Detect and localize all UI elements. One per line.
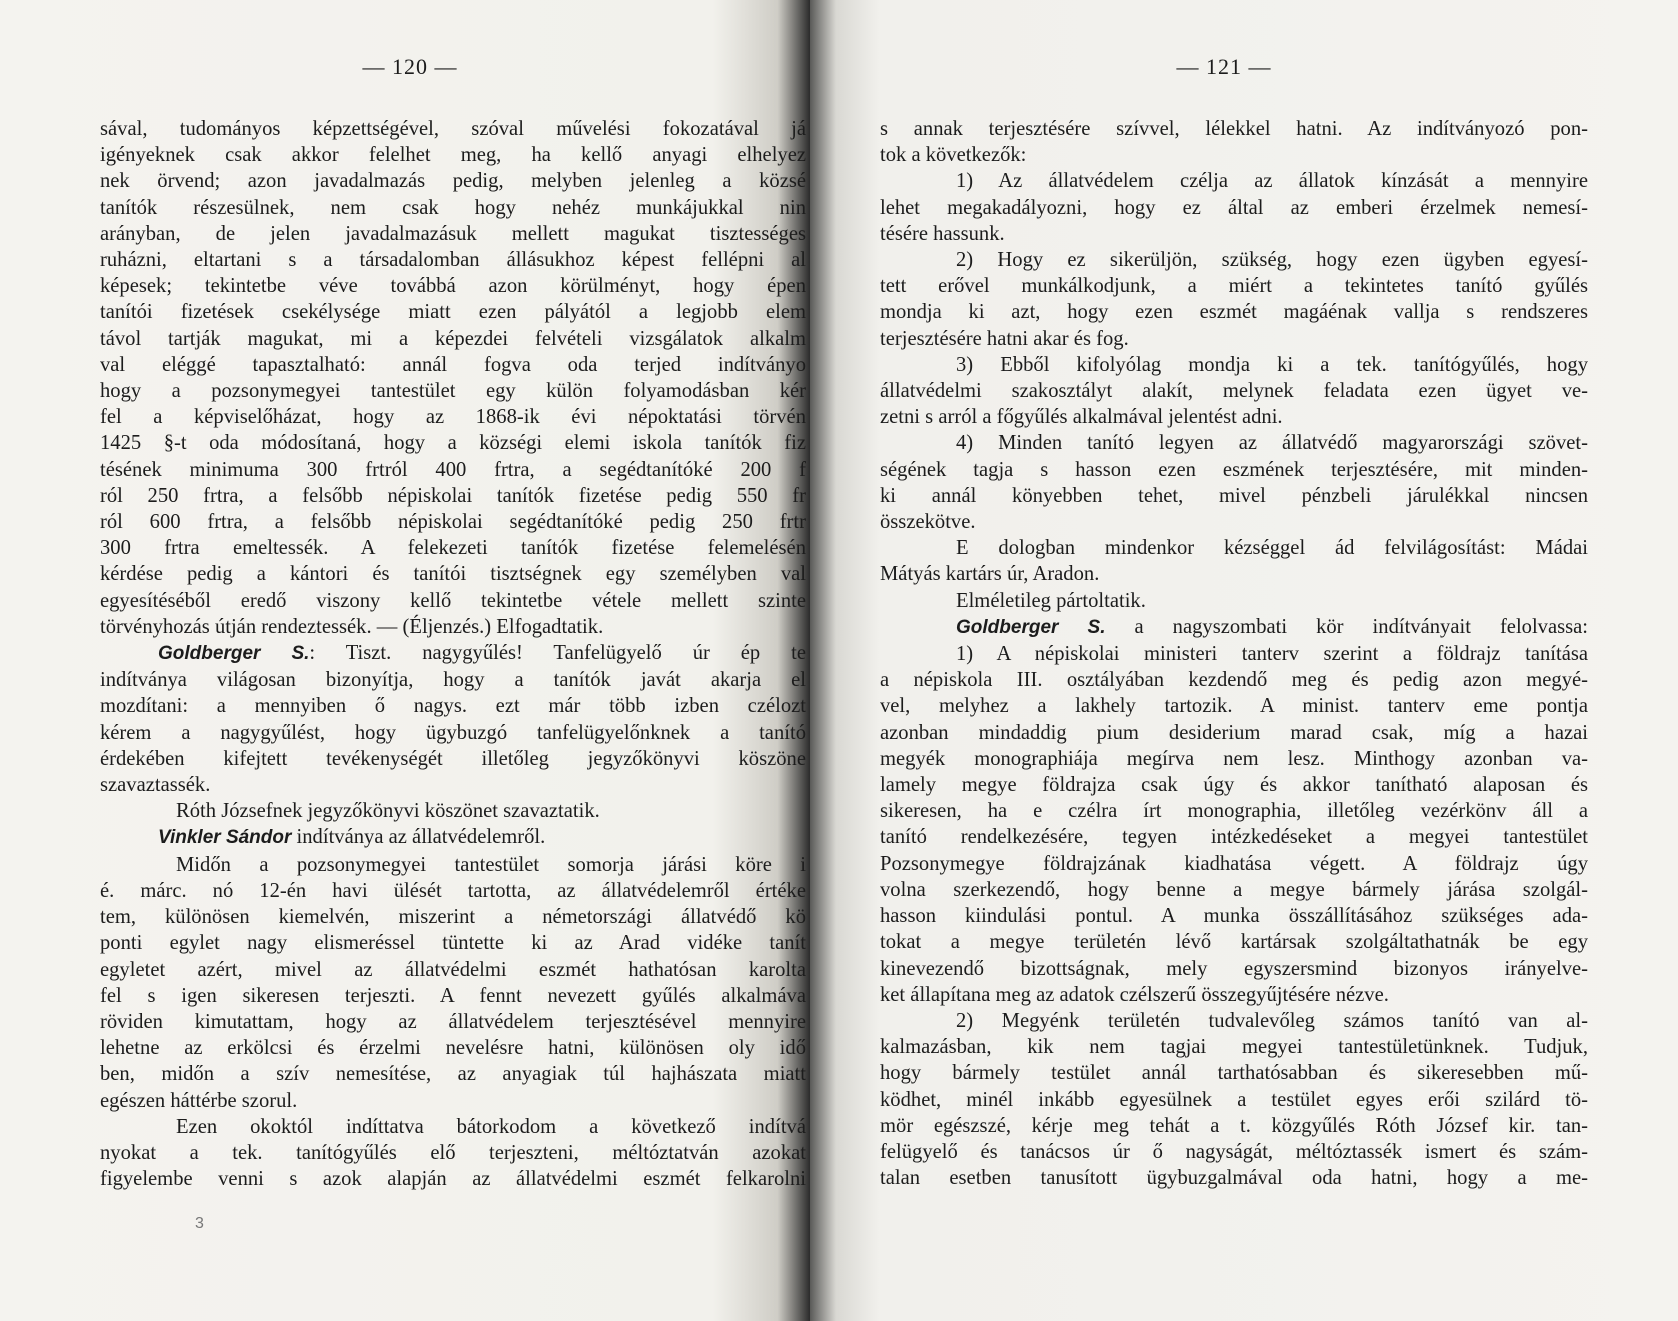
text-line bbox=[100, 326, 806, 352]
line-text: ruházni, eltartani s a társadalomban állásukhoz képest fellépni al bbox=[100, 249, 806, 272]
text-line bbox=[100, 247, 806, 273]
text-line bbox=[880, 693, 1588, 719]
page-number-left: — 120 — bbox=[362, 54, 458, 79]
text-line bbox=[880, 667, 1588, 693]
text-line bbox=[100, 378, 806, 404]
line-text: igényeknek csak akkor felelhet meg, ha kellő anyagi elhelyez bbox=[100, 144, 806, 167]
line-text: terjesztésére hatni akar és fog. bbox=[880, 327, 1129, 350]
line-text: felügyelő és tanácsos úr ő nagyságát, méltóztassék ismert és szám- bbox=[880, 1140, 1588, 1163]
line-text: tem, különösen kiemelvén, miszerint a németországi állatvédő kö bbox=[100, 906, 806, 929]
text-line bbox=[100, 957, 806, 983]
line-text: kérdése pedig a kántori és tanítói tisztségnek egy személyben val bbox=[100, 563, 806, 586]
line-text: sával, tudományos képzettségével, szóval művelési fokozatával já bbox=[100, 118, 806, 140]
line-text: tésének minimuma 300 frtról 400 frtra, a segédtanítóké 200 f bbox=[100, 458, 806, 481]
text-line bbox=[100, 299, 806, 325]
text-line bbox=[880, 195, 1588, 221]
line-text: Pozsonymegye földrajzának kiadhatása végett. A földrajz úgy bbox=[880, 852, 1588, 875]
text-line bbox=[100, 852, 806, 878]
text-line bbox=[880, 824, 1588, 850]
line-text: ben, midőn a szív nemesítése, az anyagiak túl hajhászata miatt bbox=[100, 1063, 806, 1086]
line-text: E dologban mindenkor kézséggel ád felvilágosítást: Mádai bbox=[956, 537, 1588, 560]
line-text: megyék monographiája megírva nem lesz. Minthogy azonban va- bbox=[880, 747, 1588, 770]
line-text: Mátyás kartárs úr, Aradon. bbox=[880, 563, 1100, 586]
line-text: fel a képviselőházat, hogy az 1868-ik évi népoktatási törvén bbox=[100, 406, 806, 429]
line-text: val eléggé tapasztalható: annál fogva oda terjed indítványo bbox=[100, 353, 806, 376]
text-line bbox=[880, 929, 1588, 955]
line-text: állatvédelmi szakosztályt alakít, melynek feladata ezen ügyet ve- bbox=[880, 380, 1588, 403]
line-text: talan esetben tanusított ügybuzgalmával oda hatni, hogy a me- bbox=[880, 1167, 1588, 1190]
line-text: törvényhozás útján rendeztessék. — (Éljenzés.) Elfogadtatik. bbox=[100, 615, 604, 638]
line-text: 3) Ebből kifolyólag mondja ki a tek. tanítógyűlés, hogy bbox=[956, 353, 1588, 376]
text-line bbox=[100, 614, 806, 640]
line-text: lamely megye földrajza csak úgy és akkor tanítható alaposan és bbox=[880, 774, 1588, 797]
line-text: zetni s arról a főgyűlés alkalmával jelentést adni. bbox=[880, 406, 1283, 429]
text-line bbox=[880, 1008, 1588, 1034]
text-line bbox=[100, 1009, 806, 1035]
text-line bbox=[100, 509, 806, 535]
line-text: figyelembe venni s azok alapján az állatvédelmi eszmét felkarolni bbox=[100, 1168, 806, 1191]
text-line bbox=[880, 877, 1588, 903]
line-text: hasson kiindulási pontul. A munka összállításához szükséges ada- bbox=[880, 905, 1588, 928]
line-text: nyokat a tek. tanítógyűlés elő terjeszteni, méltóztatván azokat bbox=[100, 1141, 806, 1164]
text-line bbox=[100, 878, 806, 904]
text-line bbox=[100, 221, 806, 247]
line-text: indítványa világosan bizonyítja, hogy a tanítók javát akarja el bbox=[100, 669, 806, 692]
text-line bbox=[880, 299, 1588, 325]
speaker-name: Goldberger S. bbox=[158, 643, 310, 665]
line-text: 2) Hogy ez sikerüljön, szükség, hogy ezen ügyben egyesí- bbox=[956, 249, 1588, 272]
text-line bbox=[880, 1034, 1588, 1060]
line-text: összekötve. bbox=[880, 511, 976, 534]
text-line bbox=[100, 404, 806, 430]
text-line bbox=[880, 772, 1588, 798]
text-line bbox=[880, 1165, 1588, 1191]
text-line bbox=[880, 116, 1588, 142]
text-line bbox=[100, 693, 806, 719]
text-line bbox=[880, 326, 1588, 352]
text-line bbox=[880, 404, 1588, 430]
text-line bbox=[100, 168, 806, 194]
text-line bbox=[100, 1088, 806, 1114]
line-text: szavaztassék. bbox=[100, 774, 211, 797]
line-text: volna szerkezendő, hogy benne a megye bármely járása szolgál- bbox=[880, 878, 1588, 901]
line-text: nek örvend; azon javadalmazás pedig, melyben jelenleg a közsé bbox=[100, 170, 806, 193]
text-line bbox=[880, 641, 1588, 667]
text-line bbox=[100, 142, 806, 168]
text-line bbox=[100, 1035, 806, 1061]
text-line bbox=[880, 1139, 1588, 1165]
text-line bbox=[100, 824, 806, 851]
text-line bbox=[100, 667, 806, 693]
text-line bbox=[880, 142, 1588, 168]
line-text: ket állapítana meg az adatok czélszerű összegyűjtésére nézve. bbox=[880, 983, 1389, 1006]
text-line bbox=[880, 561, 1588, 587]
text-line bbox=[100, 195, 806, 221]
line-text: egyesítéséből eredő viszony kellő tekintetbe vétele mellett szinte bbox=[100, 589, 806, 612]
line-text: indítványa az állatvédelemről. bbox=[291, 826, 546, 849]
line-text: a nagyszombati kör indítványait felolvassa: bbox=[1105, 615, 1588, 638]
line-text: hogy bármely testület annál tarthatósabban és sikeresebben mű- bbox=[880, 1062, 1588, 1085]
line-text: kinevezendő bizottságnak, mely egyszersmind bizonyos irányelve- bbox=[880, 957, 1588, 980]
line-text: képesek; tekintetbe véve továbbá azon körülményt, hogy épen bbox=[100, 275, 806, 298]
left-page-text bbox=[100, 116, 806, 1192]
text-line bbox=[100, 798, 806, 824]
line-text: s annak terjesztésére szívvel, lélekkel hatni. Az indítványozó pon- bbox=[880, 118, 1588, 140]
text-line bbox=[880, 903, 1588, 929]
text-line bbox=[880, 457, 1588, 483]
line-text: kalmazásban, kik nem tagjai megyei tantestületünknek. Tudjuk, bbox=[880, 1036, 1588, 1059]
right-page-text bbox=[880, 116, 1588, 1191]
text-line bbox=[880, 982, 1588, 1008]
text-line bbox=[880, 746, 1588, 772]
line-text: 1) Az állatvédelem czélja az állatok kínzását a mennyire bbox=[956, 170, 1588, 193]
text-line bbox=[880, 430, 1588, 456]
line-text: mör egészszé, kérje meg tehát a t. közgyűlés Róth József kir. tan- bbox=[880, 1114, 1588, 1137]
line-text: ponti egylet nagy elismeréssel tüntette ki az Arad vidéke tanít bbox=[100, 932, 806, 955]
text-line bbox=[100, 1114, 806, 1140]
speaker-name: Vinkler Sándor bbox=[158, 827, 292, 849]
text-line bbox=[100, 1166, 806, 1192]
text-line bbox=[100, 483, 806, 509]
text-line bbox=[100, 352, 806, 378]
left-page bbox=[0, 0, 810, 1321]
line-text: Elméletileg pártoltatik. bbox=[956, 589, 1146, 612]
text-line bbox=[880, 851, 1588, 877]
line-text: a népiskola III. osztályában kezdendő meg és pedig azon megyé- bbox=[880, 669, 1588, 692]
line-text: 4) Minden tanító legyen az állatvédő magyarországi szövet- bbox=[956, 432, 1588, 455]
bottom-mark: 3 bbox=[195, 1215, 204, 1232]
line-text: tésére hassunk. bbox=[880, 222, 1005, 245]
line-text: vel, melyhez a lakhely tartozik. A minist. tanterv eme pontja bbox=[880, 695, 1588, 718]
line-text: arányban, de jelen javadalmazásuk mellett magukat tisztességes bbox=[100, 222, 806, 245]
text-line bbox=[880, 956, 1588, 982]
line-text: sikeresen, ha e czélra írt monographia, illetőleg vezérkönv áll a bbox=[880, 800, 1588, 823]
text-line bbox=[880, 509, 1588, 535]
line-text: : Tiszt. nagygyűlés! Tanfelügyelő úr ép te bbox=[309, 642, 806, 665]
text-line bbox=[880, 221, 1588, 247]
line-text: egészen háttérbe szorul. bbox=[100, 1089, 298, 1112]
line-text: tett erővel munkálkodjunk, a miért a tekintetes tanító gyűlés bbox=[880, 275, 1588, 298]
text-line bbox=[100, 904, 806, 930]
line-text: egyletet azért, mivel az állatvédelmi eszmét hathatósan karolta bbox=[100, 958, 806, 981]
text-line bbox=[100, 535, 806, 561]
line-text: é. márc. nó 12-én havi ülését tartotta, az állatvédelemről értéke bbox=[100, 879, 806, 902]
line-text: tok a következők: bbox=[880, 144, 1027, 167]
line-text: fel s igen sikeresen terjeszti. A fennt nevezett gyűlés alkalmáva bbox=[100, 984, 806, 1007]
line-text: 300 frtra emeltessék. A felekezeti tanítók fizetése felemelésén bbox=[100, 537, 806, 560]
text-line bbox=[100, 720, 806, 746]
line-text: tanító rendelkezésére, tegyen intézkedéseket a megyei tantestület bbox=[880, 826, 1588, 849]
line-text: Róth Józsefnek jegyzőkönyvi köszönet szavaztatik. bbox=[176, 800, 600, 823]
text-line bbox=[100, 746, 806, 772]
text-line bbox=[880, 588, 1588, 614]
text-line bbox=[100, 1140, 806, 1166]
line-text: távol tartják magukat, mi a képezdei felvételi vizsgálatok alkalm bbox=[100, 327, 806, 350]
line-text: érdekében kifejtett tevékenységét illetőleg jegyzőkönyvi köszöne bbox=[100, 747, 806, 770]
text-line bbox=[100, 116, 806, 142]
line-text: 1) A népiskolai ministeri tanterv szerint a földrajz tanítása bbox=[956, 643, 1588, 666]
line-text: röviden kimutattam, hogy az állatvédelem terjesztésével mennyire bbox=[100, 1010, 806, 1033]
line-text: tanítói fizetések csekélysége miatt ezen pályától a legjobb elem bbox=[100, 301, 806, 324]
line-text: ról 250 frtra, a felsőbb népiskolai tanítók fizetése pedig 550 fr bbox=[100, 484, 806, 507]
line-text: ködhet, minél inkább egyesülnek a testület egyes erői szilárd tö- bbox=[880, 1088, 1588, 1111]
line-text: 2) Megyénk területén tudvalevőleg számos tanító van al- bbox=[956, 1009, 1588, 1032]
line-text: tanítók részesülnek, nem csak hogy nehéz munkájukkal nin bbox=[100, 196, 806, 219]
line-text: ségének tagja s hasson ezen eszmének terjesztésére, mit minden- bbox=[880, 458, 1588, 481]
text-line bbox=[880, 352, 1588, 378]
text-line bbox=[100, 1061, 806, 1087]
text-line bbox=[880, 535, 1588, 561]
text-line bbox=[100, 772, 806, 798]
text-line bbox=[880, 798, 1588, 824]
text-line bbox=[100, 930, 806, 956]
text-line bbox=[100, 561, 806, 587]
text-line bbox=[100, 983, 806, 1009]
text-line bbox=[880, 273, 1588, 299]
line-text: hogy a pozsonymegyei tantestület egy külön folyamodásban kér bbox=[100, 380, 806, 403]
line-text: lehet megakadályozni, hogy ez által az emberi érzelmek nemesí- bbox=[880, 196, 1588, 219]
line-text: ról 600 frtra, a felsőbb népiskolai segédtanítóké pedig 250 frtr bbox=[100, 511, 806, 534]
line-text: azonban mindaddig pium desiderium marad csak, míg a hazai bbox=[880, 721, 1588, 744]
text-line bbox=[880, 378, 1588, 404]
text-line bbox=[100, 640, 806, 667]
line-text: mondja ki azt, hogy ezen eszmét magáénak vallja s rendszeres bbox=[880, 301, 1588, 324]
line-text: Midőn a pozsonymegyei tantestület somorja járási köre i bbox=[176, 853, 806, 876]
text-line bbox=[880, 1060, 1588, 1086]
text-line bbox=[880, 1087, 1588, 1113]
text-line bbox=[880, 483, 1588, 509]
text-line bbox=[880, 1113, 1588, 1139]
text-line bbox=[880, 614, 1588, 641]
line-text: lehetne az erkölcsi és érzelmi nevelésre hatni, különösen oly idő bbox=[100, 1037, 806, 1060]
right-page bbox=[810, 0, 1678, 1321]
line-text: Ezen okoktól indíttatva bátorkodom a következő indítvá bbox=[176, 1115, 806, 1138]
line-text: ki annál könyebben tehet, mivel pénzbeli járulékkal nincsen bbox=[880, 484, 1588, 507]
line-text: tokat a megye területén lévő kartársak szolgáltathatnák be egy bbox=[880, 931, 1588, 954]
text-line bbox=[880, 720, 1588, 746]
text-line bbox=[100, 430, 806, 456]
page-number-right: — 121 — bbox=[1176, 54, 1272, 79]
line-text: mozdítani: a mennyiben ő nagys. ezt már több izben czélozt bbox=[100, 695, 806, 718]
text-line bbox=[100, 457, 806, 483]
speaker-name: Goldberger S. bbox=[956, 616, 1106, 638]
line-text: kérem a nagygyűlést, hogy ügybuzgó tanfelügyelőnknek a tanító bbox=[100, 721, 806, 744]
text-line bbox=[100, 273, 806, 299]
text-line bbox=[100, 588, 806, 614]
line-text: 1425 §-t oda módosítaná, hogy a községi elemi iskola tanítók fiz bbox=[100, 432, 806, 455]
text-line bbox=[880, 247, 1588, 273]
text-line bbox=[880, 168, 1588, 194]
